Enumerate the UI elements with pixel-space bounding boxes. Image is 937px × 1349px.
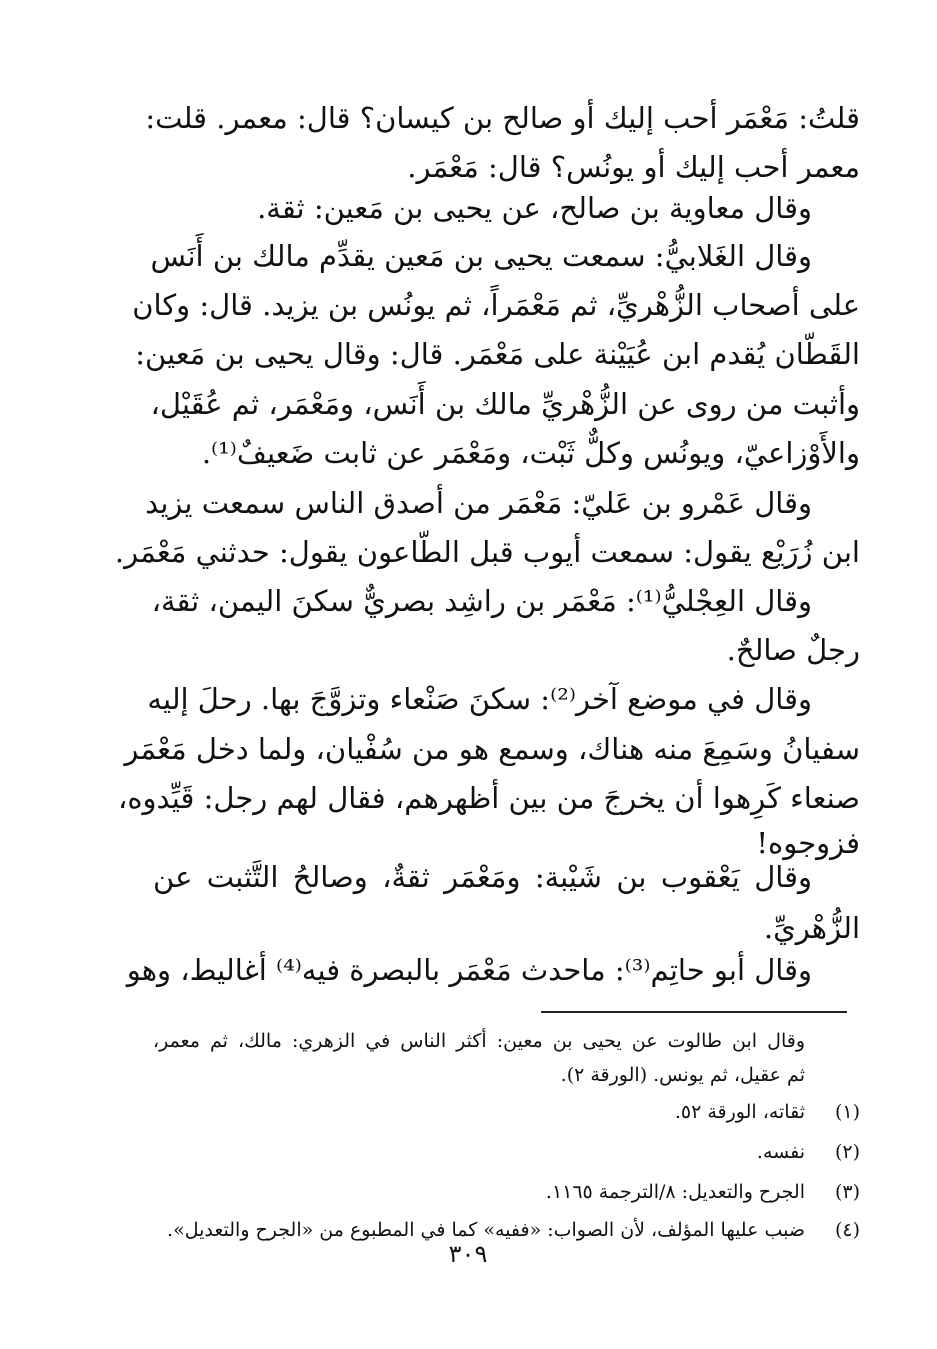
footnote-number: (٣) <box>834 1181 860 1203</box>
body-line-11: وقال العِجْليُّ⁽¹⁾: مَعْمَر بن راشِد بصريٌّ سكنَ اليمن، ثقة، <box>151 584 812 618</box>
body-line-16: فزوجوه! <box>756 826 860 860</box>
body-line-10: ابن زُرَيْع يقول: سمعت أيوب قبل الطّاعون يقول: حدثني مَعْمَر. <box>114 535 860 569</box>
footnote-text: الجرح والتعديل: ٨/الترجمة ١١٦٥. <box>545 1181 805 1203</box>
footnote-text: ثقاته، الورقة ٥٢. <box>674 1101 805 1123</box>
body-line-2: معمر أحب إليك أو يونُس؟ قال: مَعْمَر. <box>407 150 860 184</box>
body-line-5: على أصحاب الزُّهْريِّ، ثم مَعْمَراً، ثم يونُس بن يزيد. قال: وكان <box>132 288 860 322</box>
body-line-3: وقال معاوية بن صالح، عن يحيى بن مَعين: ثقة. <box>257 191 812 225</box>
body-line-1: قلتُ: مَعْمَر أحب إليك أو صالح بن كيسان؟ قال: معمر. قلت: <box>145 101 860 135</box>
body-line-13: وقال في موضع آخر⁽²⁾: سكنَ صَنْعاء وتزوَّجَ بها. رحلَ إليه <box>147 682 812 716</box>
footnote-text: نفسه. <box>756 1141 805 1163</box>
body-line-14: سفيانُ وسَمِعَ منه هناك، وسمع هو من سُفْيان، ولما دخل مَعْمَر <box>124 732 860 766</box>
footnote-separator <box>541 1011 847 1013</box>
body-line-17: وقال يَعْقوب بن شَيْبة: ومَعْمَر ثقةٌ، وصالحُ التَّثبت عن <box>153 860 812 894</box>
footnote-number: (٢) <box>834 1141 860 1163</box>
body-line-12: رجلٌ صالحٌ. <box>726 633 860 667</box>
footnote-continuation-line-1: وقال ابن طالوت عن يحيى بن معين: أكثر الناس في الزهري: مالك، ثم معمر، <box>153 1030 805 1052</box>
footnote-text: ضبب عليها المؤلف، لأن الصواب: «ففيه» كما في المطبوع من «الجرح والتعديل». <box>167 1219 805 1241</box>
footnote-continuation-line-2: ثم عقيل، ثم يونس. (الورقة ٢). <box>560 1064 805 1086</box>
body-line-18: الزُّهْريِّ. <box>763 911 860 945</box>
body-line-4: وقال الغَلابيُّ: سمعت يحيى بن مَعين يقدِّم مالك بن أَنَس <box>150 239 812 273</box>
body-line-19: وقال أبو حاتِم⁽³⁾: ماحدث مَعْمَر بالبصرة فيه⁽⁴⁾ أغاليط، وهو <box>126 953 812 987</box>
page-number: ٣٠٩ <box>448 1240 488 1268</box>
body-line-7: وأثبت من روى عن الزُّهْريِّ مالك بن أَنَس، ومَعْمَر، ثم عُقَيْل، <box>150 387 860 421</box>
body-line-8: والأَوْزاعيّ، ويونُس وكلٌّ ثَبْت، ومَعْمَر عن ثابت ضَعيفٌ⁽¹⁾. <box>201 436 860 470</box>
body-line-15: صنعاء كَرِهوا أن يخرجَ من بين أظهرهم، فقال لهم رجل: قَيِّدوه، <box>118 781 860 815</box>
footnote-number: (٤) <box>834 1219 860 1241</box>
body-line-9: وقال عَمْرو بن عَليّ: مَعْمَر من أصدق الناس سمعت يزيد <box>145 486 812 520</box>
body-line-6: القَطّان يُقدم ابن عُيَيْنة على مَعْمَر. قال: وقال يحيى بن مَعين: <box>135 337 860 371</box>
footnote-number: (١) <box>834 1101 860 1123</box>
